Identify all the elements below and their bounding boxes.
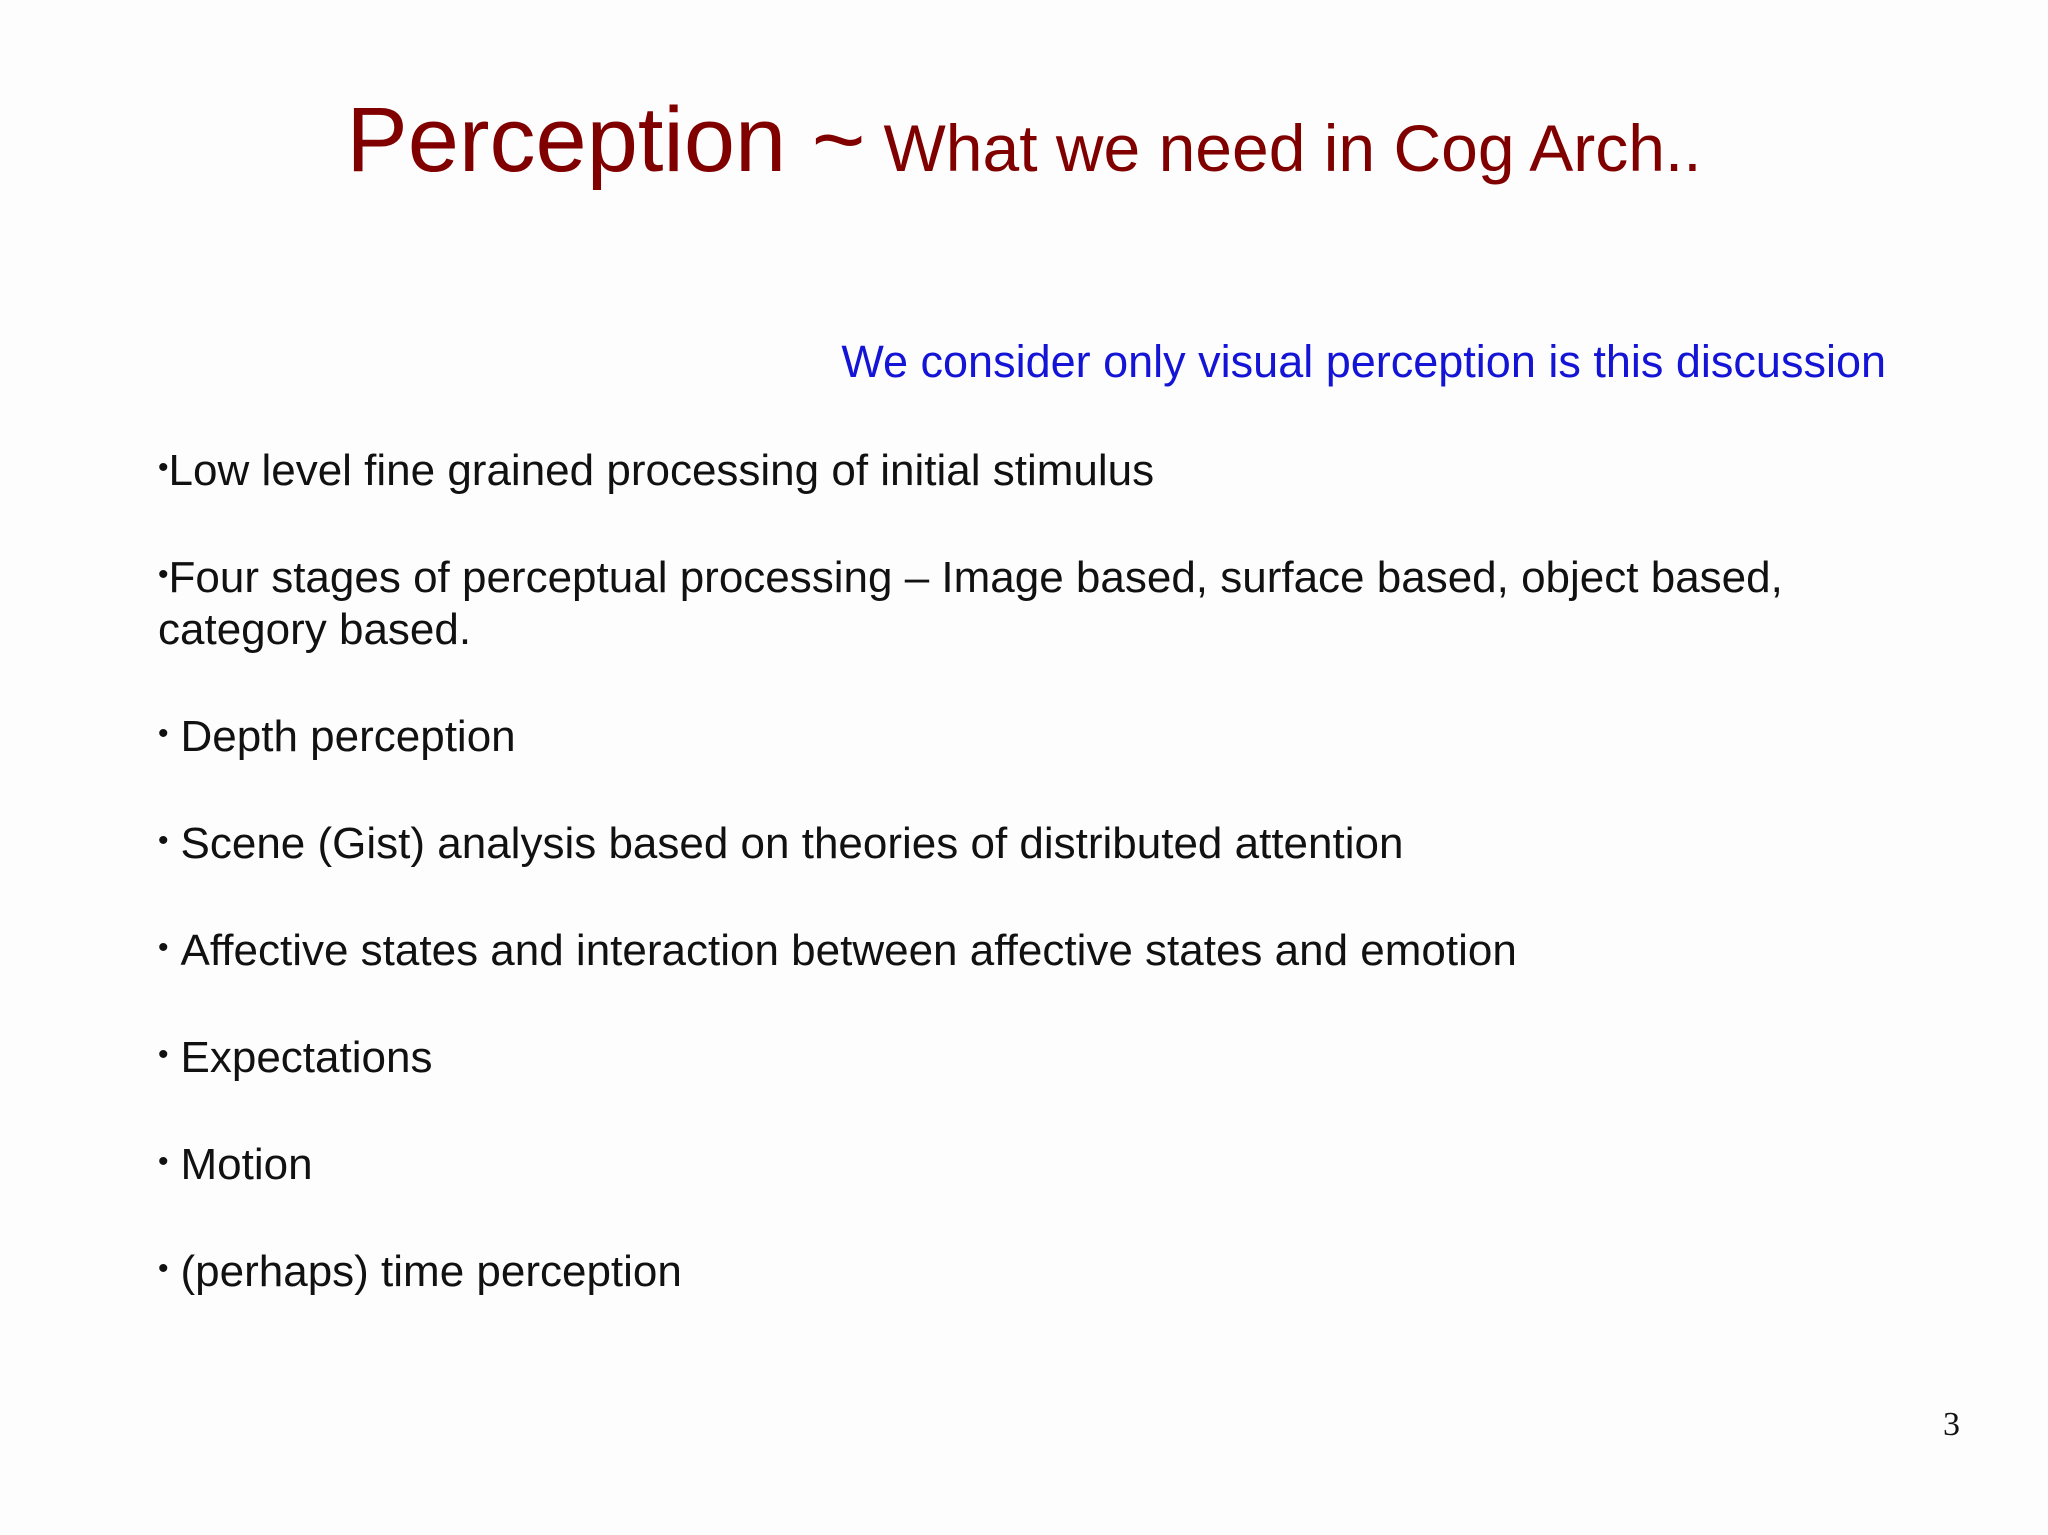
bullet-dot: •	[158, 451, 169, 484]
bullet-item	[158, 549, 1918, 656]
title-main: Perception ~	[346, 89, 866, 191]
bullet-item	[158, 708, 1918, 763]
bullet-text: Four stages of perceptual processing – Image based, surface based, object based, category based.	[158, 553, 1783, 654]
bullet-list	[158, 442, 1918, 1350]
bullet-text: Low level fine grained processing of initial stimulus	[168, 446, 1155, 495]
bullet-item	[158, 1029, 1918, 1084]
bullet-text: Scene (Gist) analysis based on theories of distributed attention	[180, 819, 1404, 868]
title-subtitle: What we need in Cog Arch..	[883, 111, 1702, 185]
bullet-text: Affective states and interaction between affective states and emotion	[180, 926, 1517, 975]
bullet-item	[158, 1136, 1918, 1191]
bullet-item	[158, 815, 1918, 870]
slide-title	[0, 88, 2048, 193]
bullet-item	[158, 442, 1918, 497]
bullet-dot: •	[158, 1145, 169, 1178]
bullet-text: Expectations	[180, 1033, 433, 1082]
bullet-dot: •	[158, 1252, 169, 1285]
bullet-item	[158, 922, 1918, 977]
bullet-text: (perhaps) time perception	[180, 1247, 682, 1296]
bullet-text: Depth perception	[180, 712, 516, 761]
scope-note: We consider only visual perception is this discussion	[841, 336, 1886, 387]
bullet-dot: •	[158, 824, 169, 857]
bullet-dot: •	[158, 931, 169, 964]
page-number: 3	[1943, 1406, 1960, 1443]
bullet-dot: •	[158, 558, 169, 591]
bullet-dot: •	[158, 1038, 169, 1071]
bullet-item	[158, 1243, 1918, 1298]
bullet-text: Motion	[180, 1140, 313, 1189]
bullet-dot: •	[158, 717, 169, 750]
